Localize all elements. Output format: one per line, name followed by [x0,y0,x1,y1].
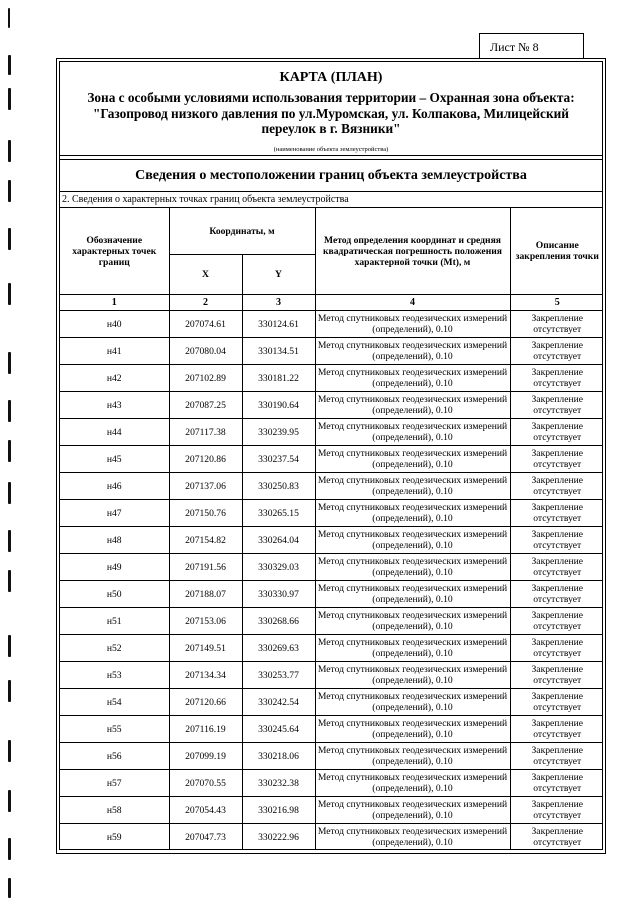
section-title: Сведения о местоположении границ объекта землеустройства [60,159,602,192]
subtitle-line: Зона с особыми условиями использования территории – Охранная зона объекта: [87,90,575,105]
cell-fixing: Закрепление отсутствует [510,365,603,392]
cell-method: Метод спутниковых геодезических измерений (определений), 0.10 [315,581,510,608]
cell-y: 330216.98 [242,797,315,824]
cell-x: 207102.89 [169,365,242,392]
cell-method: Метод спутниковых геодезических измерений (определений), 0.10 [315,662,510,689]
cell-y: 330237.54 [242,446,315,473]
document-title: КАРТА (ПЛАН) [279,70,383,85]
cell-method: Метод спутниковых геодезических измерений (определений), 0.10 [315,554,510,581]
cell-fixing: Закрепление отсутствует [510,662,603,689]
title-block [60,62,602,156]
subtitle-line: "Газопровод низкого давления по ул.Муромская, ул. Колпакова, Милицейский [93,105,569,121]
cell-y: 330264.04 [242,527,315,554]
cell-x: 207116.19 [169,716,242,743]
table-row [60,635,603,662]
binding-mark [8,228,11,250]
binding-mark [8,878,11,898]
binding-mark [8,570,11,592]
cell-point: н52 [60,635,169,662]
cell-point: н59 [60,824,169,851]
cell-fixing: Закрепление отсутствует [510,473,603,500]
cell-fixing: Закрепление отсутствует [510,689,603,716]
header-x: X [169,255,242,295]
table-row [60,554,603,581]
cell-point: н50 [60,581,169,608]
binding-mark [8,55,11,75]
cell-x: 207150.76 [169,500,242,527]
cell-method: Метод спутниковых геодезических измерений (определений), 0.10 [315,743,510,770]
cell-fixing: Закрепление отсутствует [510,716,603,743]
table-row [60,338,603,365]
cell-fixing: Закрепление отсутствует [510,770,603,797]
table-row [60,473,603,500]
cell-fixing: Закрепление отсутствует [510,635,603,662]
subtitle-line: переулок в г. Вязники" [261,121,401,136]
cell-point: н49 [60,554,169,581]
cell-y: 330190.64 [242,392,315,419]
column-number: 3 [242,295,315,311]
table-row [60,824,603,851]
binding-mark [8,400,11,422]
cell-point: н56 [60,743,169,770]
cell-y: 330124.61 [242,311,315,338]
cell-point: н54 [60,689,169,716]
cell-point: н47 [60,500,169,527]
subtitle-caption: (наименование объекта землеустройства) [273,146,389,153]
binding-mark [8,180,11,202]
cell-y: 330222.96 [242,824,315,851]
cell-method: Метод спутниковых геодезических измерений (определений), 0.10 [315,527,510,554]
cell-fixing: Закрепление отсутствует [510,608,603,635]
cell-x: 207153.06 [169,608,242,635]
header-coords: Координаты, м [169,208,315,255]
table-row [60,797,603,824]
cell-x: 207070.55 [169,770,242,797]
cell-x: 207154.82 [169,527,242,554]
cell-x: 207188.07 [169,581,242,608]
cell-method: Метод спутниковых геодезических измерений (определений), 0.10 [315,500,510,527]
cell-x: 207191.56 [169,554,242,581]
binding-mark [8,838,11,860]
header-point: Обозначение характерных точек границ [60,208,169,295]
cell-fixing: Закрепление отсутствует [510,824,603,851]
cell-method: Метод спутниковых геодезических измерений (определений), 0.10 [315,770,510,797]
cell-method: Метод спутниковых геодезических измерений (определений), 0.10 [315,797,510,824]
binding-mark [8,680,11,702]
table-row [60,716,603,743]
binding-mark [8,530,11,552]
cell-y: 330250.83 [242,473,315,500]
cell-x: 207054.43 [169,797,242,824]
cell-x: 207080.04 [169,338,242,365]
binding-mark [8,283,11,305]
cell-method: Метод спутниковых геодезических измерений (определений), 0.10 [315,824,510,851]
binding-mark [8,790,11,812]
table-row [60,311,603,338]
column-number: 4 [315,295,510,311]
cell-fixing: Закрепление отсутствует [510,500,603,527]
cell-method: Метод спутниковых геодезических измерений (определений), 0.10 [315,419,510,446]
cell-x: 207149.51 [169,635,242,662]
cell-y: 330245.64 [242,716,315,743]
scan-binding-marks [8,0,20,905]
cell-x: 207117.38 [169,419,242,446]
cell-fixing: Закрепление отсутствует [510,338,603,365]
document-subtitle [60,90,602,137]
cell-point: н42 [60,365,169,392]
cell-method: Метод спутниковых геодезических измерений (определений), 0.10 [315,392,510,419]
column-number: 2 [169,295,242,311]
table-row [60,419,603,446]
cell-method: Метод спутниковых геодезических измерений (определений), 0.10 [315,473,510,500]
cell-fixing: Закрепление отсутствует [510,743,603,770]
cell-fixing: Закрепление отсутствует [510,581,603,608]
cell-method: Метод спутниковых геодезических измерений (определений), 0.10 [315,608,510,635]
cell-method: Метод спутниковых геодезических измерений (определений), 0.10 [315,689,510,716]
cell-y: 330181.22 [242,365,315,392]
cell-point: н40 [60,311,169,338]
cell-point: н51 [60,608,169,635]
cell-method: Метод спутниковых геодезических измерений (определений), 0.10 [315,311,510,338]
document-body [59,61,603,850]
table-row [60,527,603,554]
cell-y: 330268.66 [242,608,315,635]
cell-fixing: Закрепление отсутствует [510,527,603,554]
cell-y: 330269.63 [242,635,315,662]
points-table-body [60,311,603,851]
cell-point: н58 [60,797,169,824]
cell-method: Метод спутниковых геодезических измерений (определений), 0.10 [315,446,510,473]
table-row [60,743,603,770]
header-y: Y [242,255,315,295]
binding-mark [8,440,11,462]
table-row [60,446,603,473]
cell-fixing: Закрепление отсутствует [510,311,603,338]
cell-fixing: Закрепление отсутствует [510,554,603,581]
table-row [60,392,603,419]
cell-method: Метод спутниковых геодезических измерений (определений), 0.10 [315,365,510,392]
cell-x: 207120.66 [169,689,242,716]
table-row [60,608,603,635]
cell-y: 330265.15 [242,500,315,527]
binding-mark [8,352,11,374]
cell-x: 207087.25 [169,392,242,419]
cell-y: 330134.51 [242,338,315,365]
cell-y: 330330.97 [242,581,315,608]
cell-x: 207074.61 [169,311,242,338]
cell-x: 207120.86 [169,446,242,473]
binding-mark [8,635,11,657]
cell-x: 207099.19 [169,743,242,770]
binding-mark [8,8,10,28]
cell-y: 330239.95 [242,419,315,446]
cell-method: Метод спутниковых геодезических измерений (определений), 0.10 [315,338,510,365]
cell-point: н57 [60,770,169,797]
cell-fixing: Закрепление отсутствует [510,419,603,446]
cell-y: 330218.06 [242,743,315,770]
cell-point: н41 [60,338,169,365]
table-row [60,581,603,608]
cell-point: н55 [60,716,169,743]
cell-fixing: Закрепление отсутствует [510,446,603,473]
cell-y: 330253.77 [242,662,315,689]
cell-fixing: Закрепление отсутствует [510,392,603,419]
cell-point: н53 [60,662,169,689]
table-row [60,689,603,716]
header-method: Метод определения координат и средняя квадратическая погрешность положения характерной точки (Mt), м [315,208,510,295]
table-row [60,500,603,527]
table-row [60,770,603,797]
cell-method: Метод спутниковых геодезических измерений (определений), 0.10 [315,716,510,743]
cell-y: 330329.03 [242,554,315,581]
cell-x: 207047.73 [169,824,242,851]
binding-mark [8,482,11,504]
cell-fixing: Закрепление отсутствует [510,797,603,824]
sheet-number: Лист № 8 [479,33,584,59]
cell-x: 207134.34 [169,662,242,689]
table-row [60,365,603,392]
cell-x: 207137.06 [169,473,242,500]
subsection-title: 2. Сведения о характерных точках границ объекта землеустройства [60,192,602,208]
binding-mark [8,140,11,162]
cell-point: н46 [60,473,169,500]
cell-point: н44 [60,419,169,446]
cell-point: н43 [60,392,169,419]
points-table [60,208,603,850]
cell-y: 330232.38 [242,770,315,797]
cell-method: Метод спутниковых геодезических измерений (определений), 0.10 [315,635,510,662]
header-fixing: Описание закрепления точки [510,208,603,295]
cell-point: н45 [60,446,169,473]
cell-point: н48 [60,527,169,554]
column-number: 5 [510,295,603,311]
cell-y: 330242.54 [242,689,315,716]
binding-mark [8,740,11,762]
binding-mark [8,88,11,110]
table-row [60,662,603,689]
column-number: 1 [60,295,169,311]
